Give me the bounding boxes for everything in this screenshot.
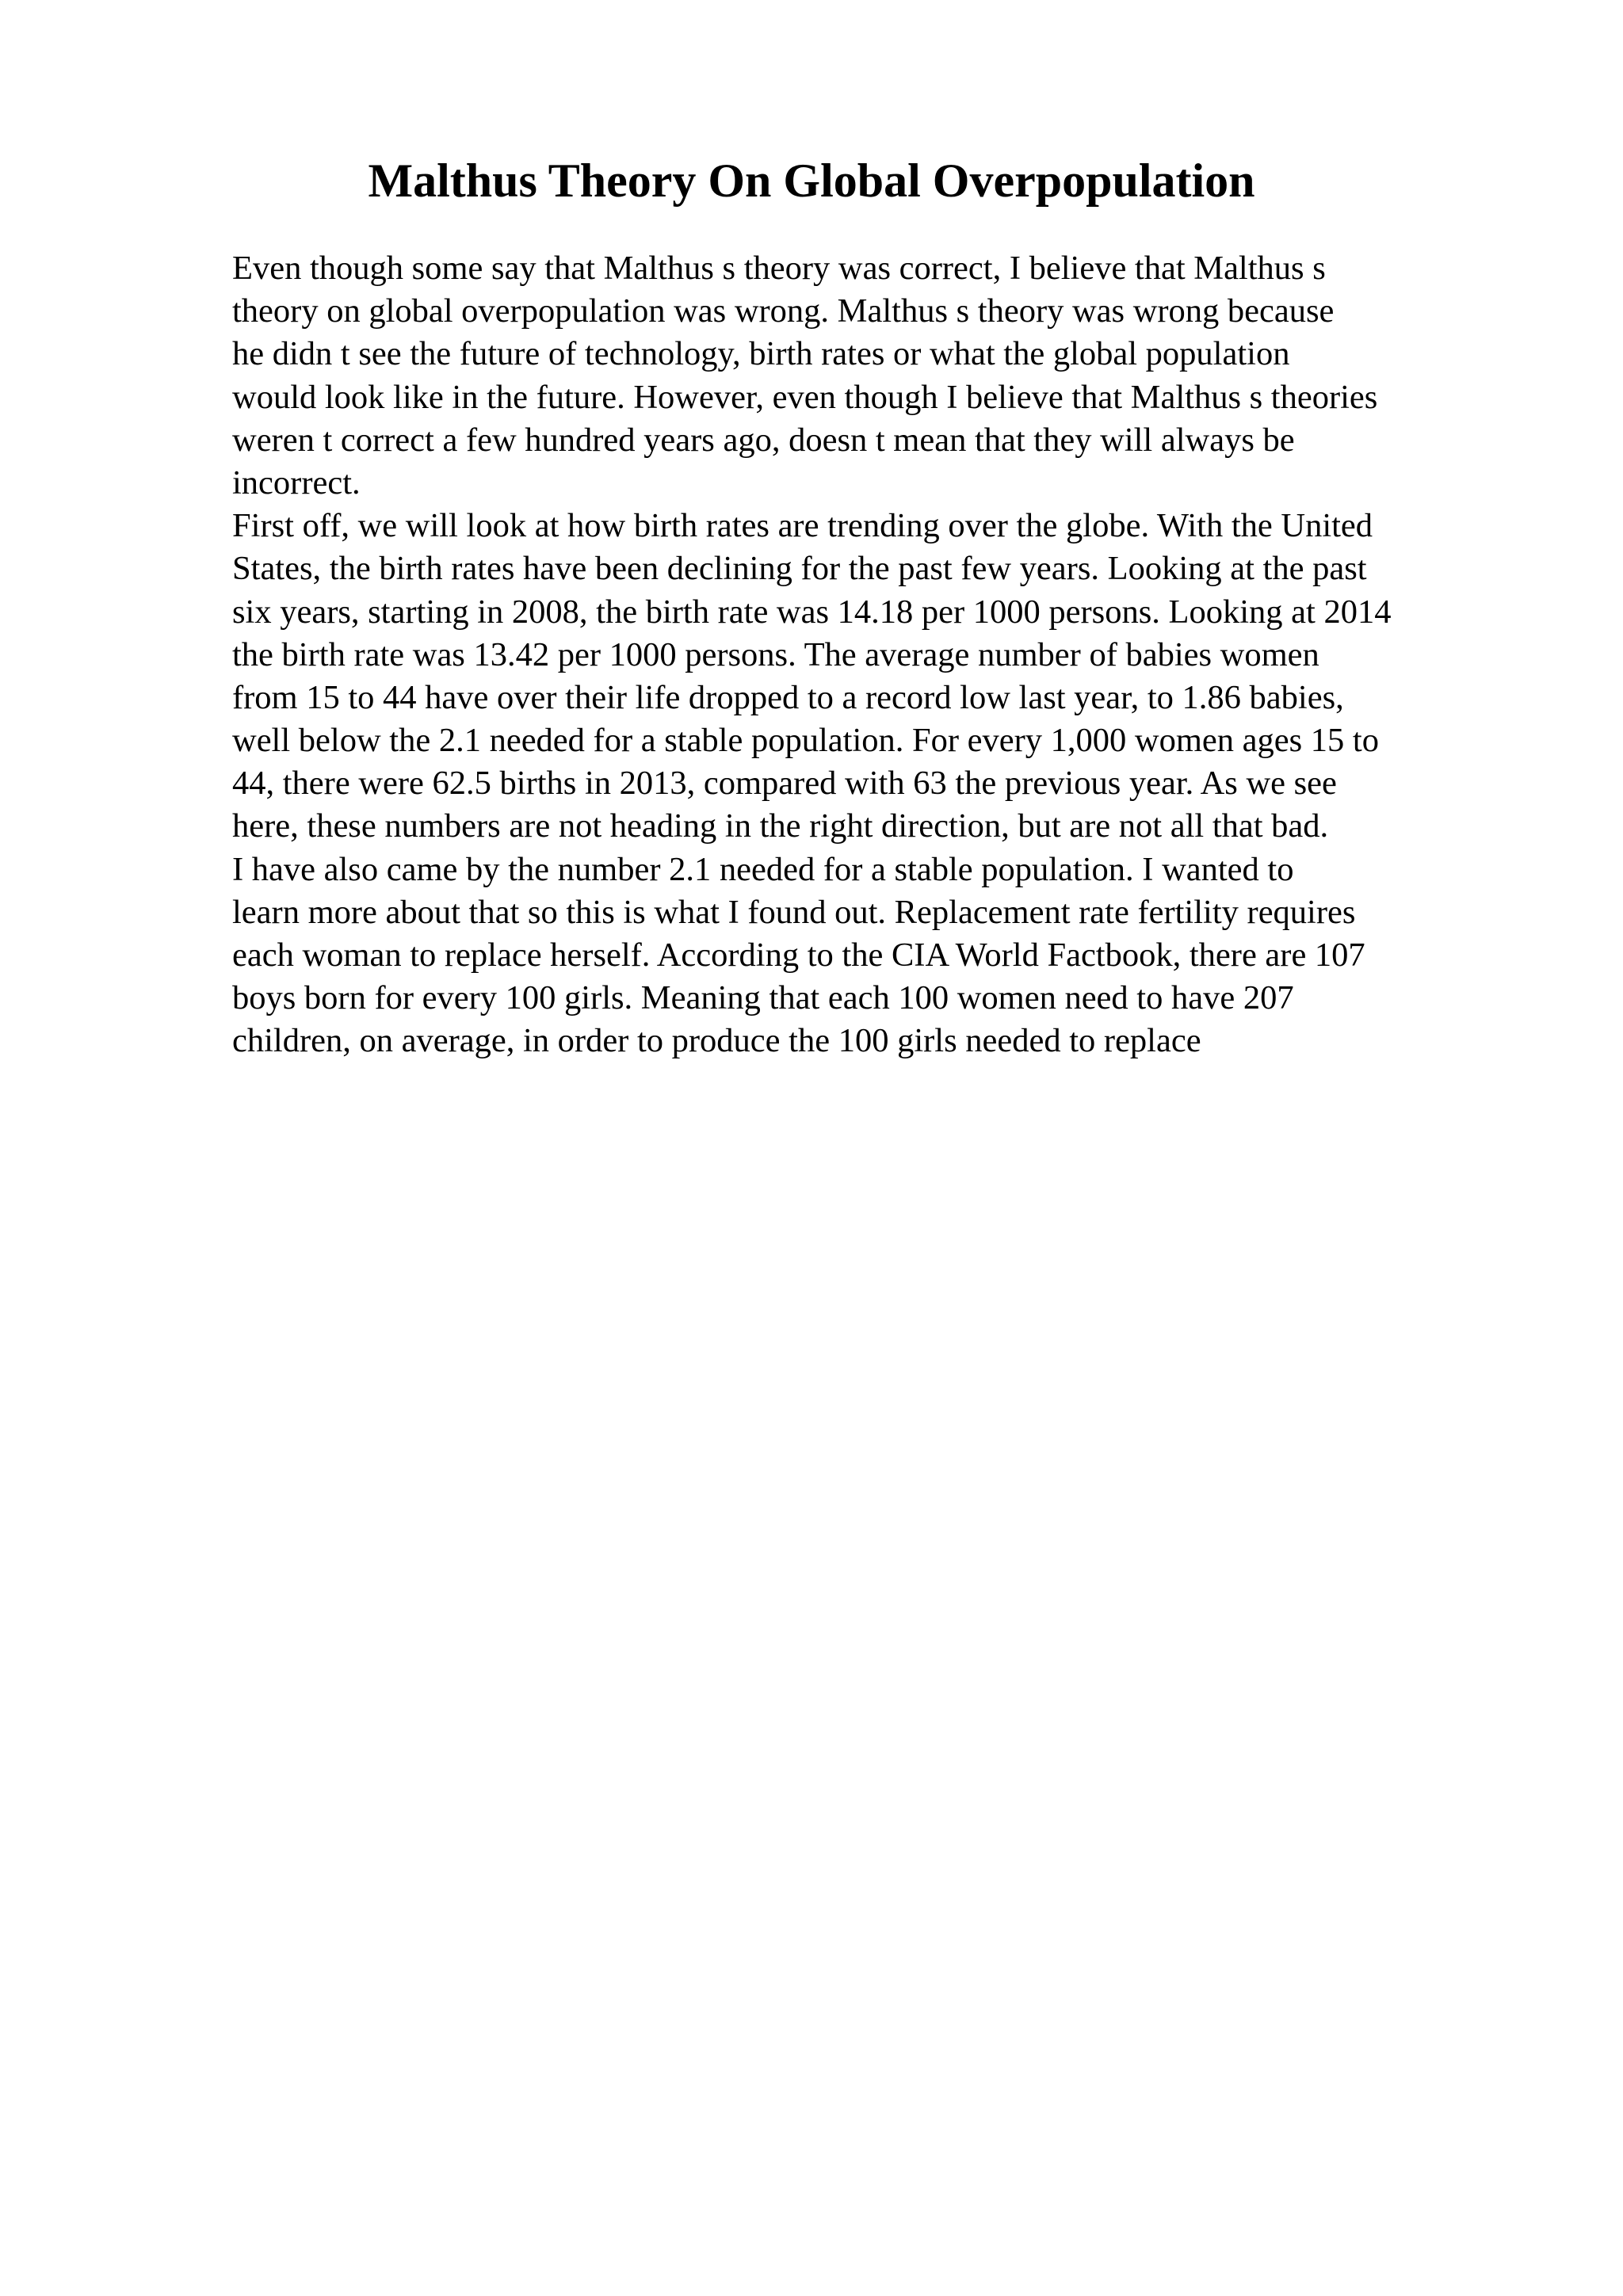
body-line: from 15 to 44 have over their life dropped to a record low last year, to 1.86 babies, — [232, 678, 1344, 716]
body-line: 44, there were 62.5 births in 2013, compared with 63 the previous year. As we see — [232, 765, 1337, 803]
body-line: I have also came by the number 2.1 needed for a stable population. I wanted to — [232, 850, 1294, 888]
body-line: Even though some say that Malthus s theory was correct, I believe that Malthus s — [232, 250, 1326, 287]
body-line: here, these numbers are not heading in the right direction, but are not all that bad. — [232, 807, 1329, 845]
body-line: the birth rate was 13.42 per 1000 persons. The average number of babies women — [232, 635, 1319, 673]
body-line: children, on average, in order to produce the 100 girls needed to replace — [232, 1022, 1201, 1060]
body-line: would look like in the future. However, even though I believe that Malthus s theories — [232, 378, 1378, 416]
body-line: incorrect. — [232, 463, 361, 502]
body-line: boys born for every 100 girls. Meaning that each 100 women need to have 207 — [232, 979, 1294, 1017]
body-line: each woman to replace herself. According to the CIA World Factbook, there are 107 — [232, 936, 1365, 974]
body-line: theory on global overpopulation was wrong. Malthus s theory was wrong because — [232, 292, 1335, 330]
body-line: well below the 2.1 needed for a stable population. For every 1,000 women ages 15 to — [232, 722, 1379, 760]
body-line: he didn t see the future of technology, birth rates or what the global population — [232, 335, 1290, 373]
body-line: weren t correct a few hundred years ago, doesn t mean that they will always be — [232, 421, 1295, 459]
document-title: Malthus Theory On Global Overpopulation — [368, 154, 1255, 207]
body-line: six years, starting in 2008, the birth rate was 14.18 per 1000 persons. Looking at 2014 — [232, 593, 1392, 631]
body-line: First off, we will look at how birth rates are trending over the globe. With the United — [232, 507, 1373, 545]
document-body — [232, 247, 1532, 1063]
body-line: States, the birth rates have been declining for the past few years. Looking at the past — [232, 550, 1367, 588]
body-line: learn more about that so this is what I found out. Replacement rate fertility requires — [232, 893, 1356, 931]
